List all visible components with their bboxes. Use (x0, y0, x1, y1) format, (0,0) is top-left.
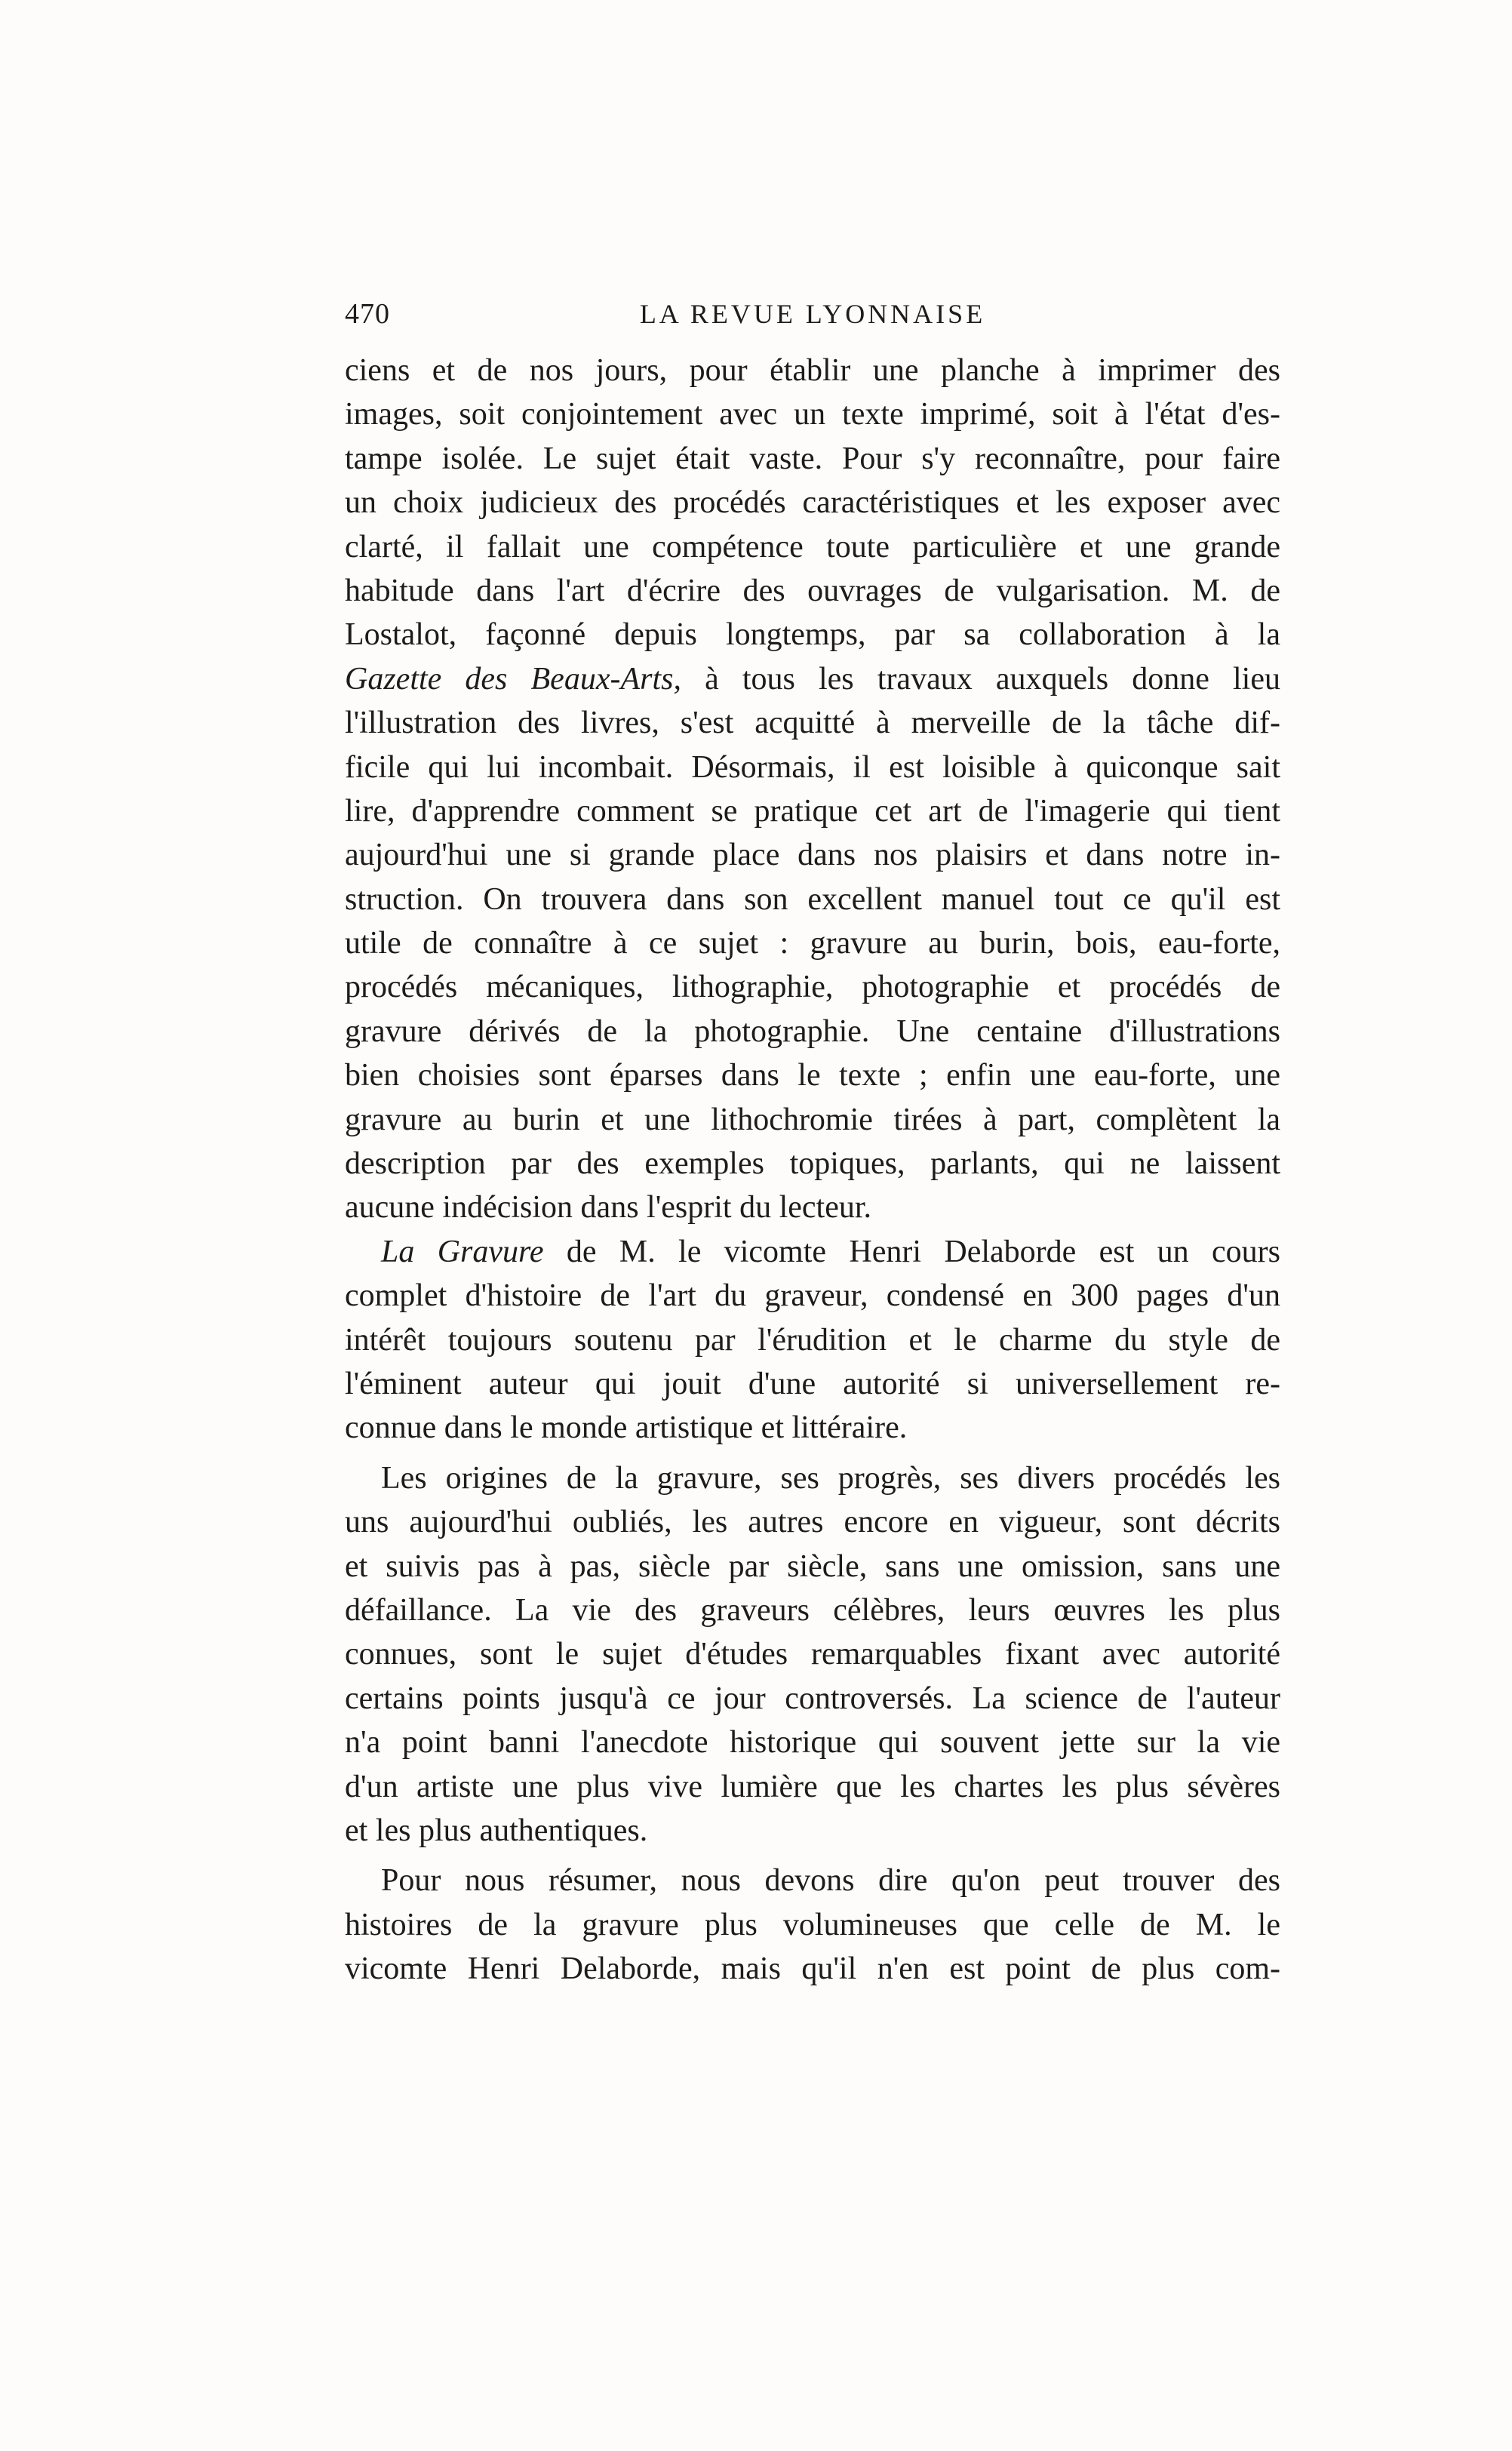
text-line (345, 1230, 1280, 1274)
text-line: habitude dans l'art d'écrire des ouvrages de vulgarisation. M. de (345, 573, 1280, 608)
text-line: connue dans le monde artistique et littéraire. (345, 1410, 908, 1446)
paragraph-spacer (345, 1853, 1280, 1859)
text-line: d'un artiste une plus vive lumière que les chartes les plus sévères (345, 1769, 1280, 1804)
journal-title: LA REVUE LYONNAISE (639, 299, 986, 329)
text-line: histoires de la gravure plus volumineuses que celle de M. le (345, 1907, 1280, 1942)
text-line: connues, sont le sujet d'études remarquables fixant avec autorité (345, 1637, 1280, 1672)
text-line: l'illustration des livres, s'est acquitté à merveille de la tâche dif- (345, 706, 1280, 741)
text-line: ciens et de nos jours, pour établir une planche à imprimer des (345, 353, 1280, 388)
paragraph-4 (345, 1859, 1280, 1991)
text-line: bien choisies sont éparses dans le texte ; enfin une eau-forte, une (345, 1058, 1280, 1093)
text-line: n'a point banni l'anecdote historique qui souvent jette sur la vie (345, 1725, 1280, 1761)
italic-title-la-gravure: La Gravure (381, 1234, 544, 1269)
text-line: aucune indécision dans l'esprit du lecteur. (345, 1190, 872, 1226)
text-line: images, soit conjointement avec un texte imprimé, soit à l'état d'es- (345, 397, 1280, 432)
text-line: Pour nous résumer, nous devons dire qu'on peut trouver des (381, 1863, 1280, 1899)
text-line: et suivis pas à pas, siècle par siècle, sans une omission, sans une (345, 1548, 1280, 1584)
text-line: procédés mécaniques, lithographie, photographie et procédés de (345, 970, 1280, 1005)
text-line-rest: à tous les travaux auxquels donne lieu (705, 661, 1280, 697)
text-line: Lostalot, façonné depuis longtemps, par sa collaboration à la (345, 617, 1280, 653)
text-line: intérêt toujours soutenu par l'érudition et le charme du style de (345, 1322, 1280, 1358)
paragraph-1 (345, 349, 1280, 1230)
text-line: clarté, il fallait une compétence toute particulière et une grande (345, 529, 1280, 564)
running-head (345, 291, 1280, 337)
text-line: tampe isolée. Le sujet était vaste. Pour s'y reconnaître, pour faire (345, 441, 1280, 476)
text-line: Les origines de la gravure, ses progrès, ses divers procédés les (381, 1460, 1280, 1496)
text-line: uns aujourd'hui oubliés, les autres encore en vigueur, sont décrits (345, 1505, 1280, 1540)
text-line: et les plus authentiques. (345, 1813, 648, 1848)
text-line: ficile qui lui incombait. Désormais, il est loisible à quiconque sait (345, 749, 1280, 785)
text-line: aujourd'hui une si grande place dans nos plaisirs et dans notre in- (345, 838, 1280, 873)
text-line: gravure dérivés de la photographie. Une centaine d'illustrations (345, 1013, 1280, 1049)
text-line: gravure au burin et une lithochromie tirées à part, complètent la (345, 1102, 1280, 1137)
paragraph-2 (345, 1230, 1280, 1450)
text-line: utile de connaître à ce sujet : gravure au burin, bois, eau-forte, (345, 926, 1280, 961)
text-line: lire, d'apprendre comment se pratique cet art de l'imagerie qui tient (345, 793, 1280, 829)
text-line: struction. On trouvera dans son excellent manuel tout ce qu'il est (345, 881, 1280, 917)
text-line: vicomte Henri Delaborde, mais qu'il n'en est point de plus com- (345, 1951, 1280, 1987)
text-line: l'éminent auteur qui jouit d'une autorité si universellement re- (345, 1366, 1280, 1401)
page-number: 470 (345, 298, 390, 330)
text-line: certains points jusqu'à ce jour controversés. La science de l'auteur (345, 1681, 1280, 1716)
text-line: complet d'histoire de l'art du graveur, condensé en 300 pages d'un (345, 1278, 1280, 1314)
text-line-rest: de M. le vicomte Henri Delaborde est un cours (566, 1234, 1280, 1269)
body-text (345, 349, 1280, 1991)
text-line: description par des exemples topiques, parlants, qui ne laissent (345, 1146, 1280, 1182)
paragraph-spacer (345, 1450, 1280, 1456)
paragraph-3 (345, 1456, 1280, 1853)
text-line: défaillance. La vie des graveurs célèbres, leurs œuvres les plus (345, 1592, 1280, 1628)
text-line: un choix judicieux des procédés caractéristiques et les exposer avec (345, 485, 1280, 521)
italic-title-gazette: Gazette des Beaux-Arts, (345, 661, 681, 697)
text-line (345, 657, 1280, 701)
